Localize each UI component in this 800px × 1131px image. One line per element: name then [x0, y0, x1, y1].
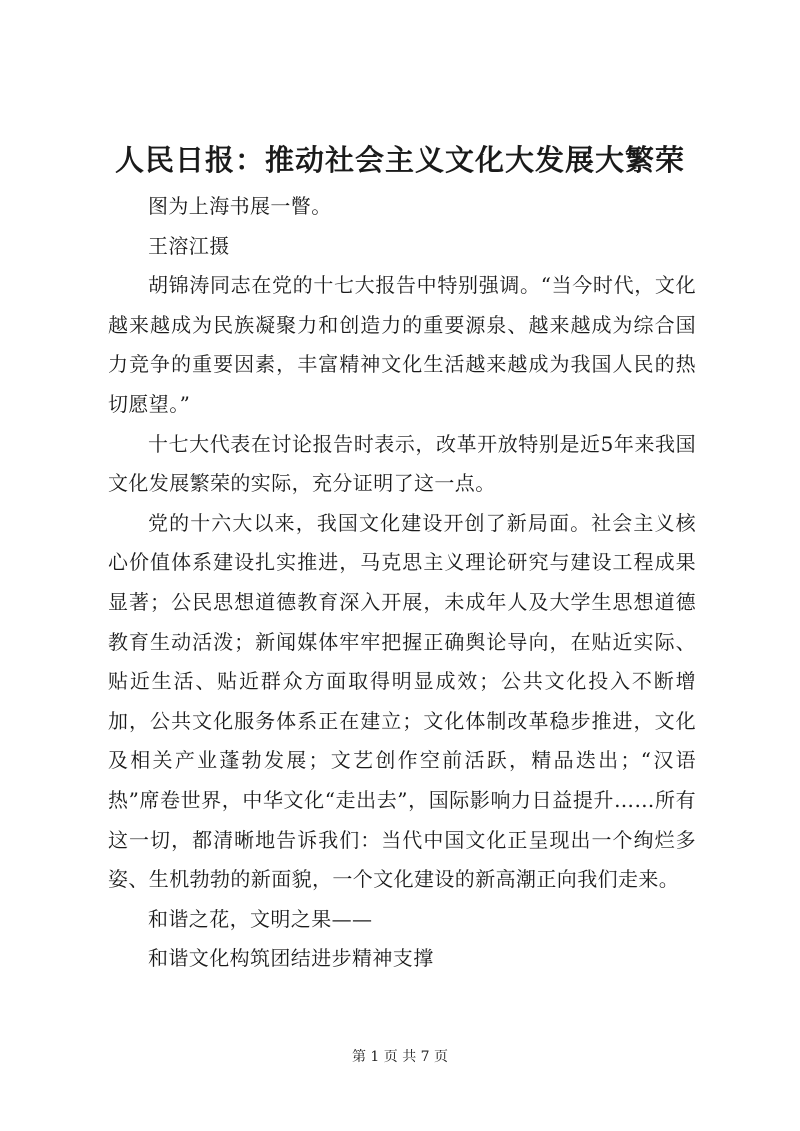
page-number-footer: 第 1 页 共 7 页 [351, 1049, 449, 1065]
document-title: 人民日报：推动社会主义文化大发展大繁荣 [114, 143, 685, 177]
paragraph-delegates: 十七大代表在讨论报告时表示，改革开放特别是近5年来我国文化发展繁荣的实际，充分证明了这一点。 [108, 431, 696, 496]
paragraph-subheading-harmony: 和谐之花，文明之果—— [148, 906, 373, 931]
paragraph-report-quote: 胡锦涛同志在党的十七大报告中特别强调。“当今时代，文化越来越成为民族凝聚力和创造力的重要源泉、越来越成为综合国力竞争的重要因素，丰富精神文化生活越来越成为我国人民的热切愿望。” [108, 273, 696, 416]
paragraph-subheading-culture: 和谐文化构筑团结进步精神支撑 [148, 946, 434, 971]
paragraph-photo-caption: 图为上海书展一瞥。 [148, 194, 332, 218]
document-body [108, 187, 696, 979]
paragraph-new-situation: 党的十六大以来，我国文化建设开创了新局面。社会主义核心价值体系建设扎实推进，马克思主义理论研究与建设工程成果显著；公民思想道德教育深入开展，未成年人及大学生思想道德教育生动活泼；新闻媒体牢牢把握正确舆论导向，在贴近实际、贴近生活、贴近群众方面取得明显成效；公共文化投入不断增加，公共文化服务体系正在建立；文化体制改革稳步推进，文化及相关产业蓬勃发展；文艺创作空前活跃，精品迭出；“汉语热”席卷世界，中华文化“走出去”，国际影响力日益提升……所有这一切，都清晰地告诉我们：当代中国文化正呈现出一个绚烂多姿、生机勃勃的新面貌，一个文化建设的新高潮正向我们走来。 [108, 510, 696, 892]
paragraph-photo-credit: 王溶江摄 [148, 233, 230, 258]
